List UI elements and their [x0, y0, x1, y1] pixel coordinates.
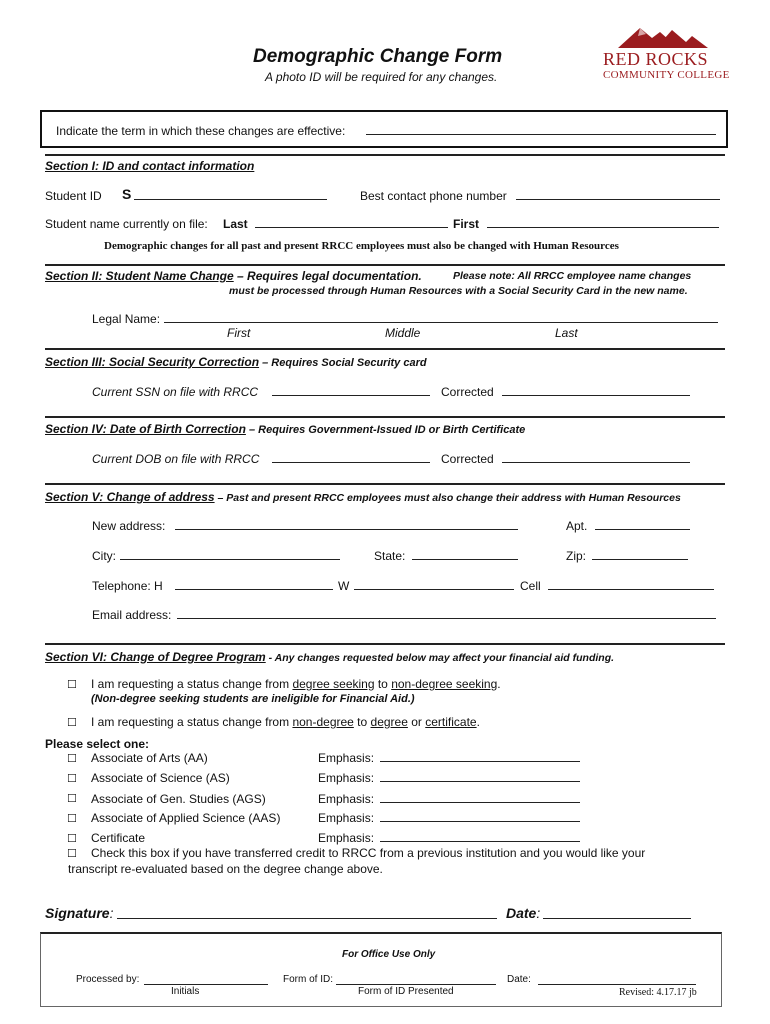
city-label: City: [92, 549, 116, 563]
divider [45, 416, 725, 418]
initials-caption: Initials [171, 986, 200, 997]
section-6-warning: - Any changes requested below may affect your financial aid funding. [265, 652, 615, 664]
corrected-ssn-input[interactable] [502, 385, 690, 399]
checkbox-icon[interactable]: ☐ [67, 792, 77, 805]
date-label: Date: [506, 905, 541, 921]
option-text: degree seeking [292, 677, 375, 691]
emphasis-label: Emphasis: [318, 831, 375, 845]
emphasis-input[interactable] [380, 792, 580, 806]
emphasis-input[interactable] [380, 811, 580, 825]
option-text: to [374, 677, 392, 691]
section-4-requirement: – Requires Government-Issued ID or Birth Certificate [245, 424, 526, 436]
divider [45, 264, 725, 266]
emphasis-input[interactable] [380, 831, 580, 845]
zip-label: Zip: [566, 549, 587, 563]
section-5-requirement: – Past and present RRCC employees must also change their address with Human Resources [214, 492, 681, 504]
student-id-label: Student ID [45, 189, 102, 203]
corrected-ssn-label: Corrected [441, 385, 494, 399]
legal-name-label: Legal Name: [92, 312, 161, 326]
signature-text: Signature [45, 905, 110, 921]
work-phone-label: W [338, 579, 350, 593]
form-of-id-caption: Form of ID Presented [358, 986, 454, 997]
divider [45, 154, 725, 156]
section-1-heading: Section I: ID and contact information [45, 159, 255, 173]
legal-name-input[interactable] [164, 312, 718, 326]
section-4-heading [45, 422, 525, 436]
logo-college: COMMUNITY COLLEGE [603, 69, 730, 81]
student-id-input[interactable] [134, 189, 327, 203]
checkbox-icon[interactable]: ☐ [67, 752, 77, 765]
date-input[interactable] [543, 908, 691, 922]
program-aas: Associate of Applied Science (AAS) [91, 811, 281, 825]
last-name-input[interactable] [255, 217, 448, 231]
revised-note: Revised: 4.17.17 jb [619, 987, 697, 998]
option-text: . [476, 715, 480, 729]
last-label: Last [223, 217, 248, 231]
corrected-dob-input[interactable] [502, 452, 690, 466]
first-label: First [453, 217, 480, 231]
section-2-note-2: must be processed through Human Resources with a Social Security Card in the new name. [229, 285, 688, 297]
current-ssn-label: Current SSN on file with RRCC [92, 385, 259, 399]
new-address-label: New address: [92, 519, 166, 533]
signature-label: Signature: [45, 905, 114, 921]
processed-by-label: Processed by: [76, 974, 140, 985]
checkbox-icon[interactable]: ☐ [67, 832, 77, 845]
page-subtitle: A photo ID will be required for any changes. [265, 70, 498, 84]
program-as: Associate of Science (AS) [91, 771, 230, 785]
section-2-title: Section II: Student Name Change [45, 269, 234, 283]
section-6-heading [45, 650, 614, 664]
program-aa: Associate of Arts (AA) [91, 751, 208, 765]
zip-input[interactable] [592, 549, 688, 563]
option-text: certificate [425, 715, 477, 729]
term-label: Indicate the term in which these changes are effective: [56, 124, 346, 138]
transfer-credit-text: Check this box if you have transferred credit to RRCC from a previous institution and you would like your [91, 846, 646, 860]
first-name-input[interactable] [487, 217, 719, 231]
option-text: non-degree seeking [391, 677, 498, 691]
transfer-credit-text-2: transcript re-evaluated based on the degree change above. [68, 862, 383, 876]
email-label: Email address: [92, 608, 172, 622]
cell-input[interactable] [548, 579, 714, 593]
processed-by-input[interactable] [144, 974, 268, 988]
section-2-requirement: – Requires legal documentation. [233, 269, 422, 283]
emphasis-input[interactable] [380, 751, 580, 765]
section-6-title: Section VI: Change of Degree Program [45, 650, 266, 664]
apt-label: Apt. [566, 519, 588, 533]
phone-input[interactable] [516, 189, 720, 203]
office-date-label: Date: [507, 974, 531, 985]
emphasis-label: Emphasis: [318, 811, 375, 825]
state-label: State: [374, 549, 406, 563]
option-text: or [407, 715, 426, 729]
corrected-dob-label: Corrected [441, 452, 494, 466]
current-ssn-input[interactable] [272, 385, 430, 399]
new-address-input[interactable] [175, 519, 518, 533]
checkbox-icon[interactable]: ☐ [67, 678, 77, 691]
option-text: I am requesting a status change from [91, 715, 293, 729]
email-input[interactable] [177, 608, 716, 622]
state-input[interactable] [412, 549, 518, 563]
section-2-note: Please note: All RRCC employee name changes [453, 270, 692, 282]
section-3-requirement: – Requires Social Security card [259, 357, 427, 369]
checkbox-icon[interactable]: ☐ [67, 772, 77, 785]
option-text: degree [370, 715, 408, 729]
option-text: I am requesting a status change from [91, 677, 293, 691]
section-3-title: Section III: Social Security Correction [45, 355, 260, 369]
select-one-label: Please select one: [45, 737, 150, 751]
home-phone-input[interactable] [175, 579, 333, 593]
term-input[interactable] [366, 124, 716, 138]
option-text: non-degree [292, 715, 354, 729]
employee-note: Demographic changes for all past and present RRCC employees must also be changed with Human Resources [104, 240, 619, 252]
checkbox-icon[interactable]: ☐ [67, 716, 77, 729]
divider [45, 348, 725, 350]
option-text: to [353, 715, 371, 729]
section-2-heading [45, 269, 422, 283]
checkbox-icon[interactable]: ☐ [67, 847, 77, 860]
section-4-title: Section IV: Date of Birth Correction [45, 422, 246, 436]
home-phone-label: Telephone: H [92, 579, 163, 593]
city-input[interactable] [120, 549, 340, 563]
signature-input[interactable] [117, 908, 497, 922]
option-degree-to-nondegree [91, 677, 501, 691]
date-text: Date [506, 905, 537, 921]
emphasis-label: Emphasis: [318, 751, 375, 765]
legal-middle-caption: Middle [385, 326, 421, 340]
emphasis-label: Emphasis: [318, 792, 375, 806]
section-5-heading [45, 490, 681, 504]
cell-label: Cell [520, 579, 541, 593]
program-ags: Associate of Gen. Studies (AGS) [91, 792, 266, 806]
option-nondegree-to-degree [91, 715, 480, 729]
logo-name: RED ROCKS [603, 49, 709, 69]
section-3-heading [45, 355, 427, 369]
office-use-title: For Office Use Only [342, 949, 436, 960]
apt-input[interactable] [595, 519, 690, 533]
mountain-logo-icon [600, 22, 720, 52]
current-dob-input[interactable] [272, 452, 430, 466]
logo [600, 22, 730, 82]
divider [45, 643, 725, 645]
section-5-title: Section V: Change of address [45, 490, 215, 504]
legal-last-caption: Last [555, 326, 578, 340]
emphasis-input[interactable] [380, 771, 580, 785]
divider [45, 483, 725, 485]
checkbox-icon[interactable]: ☐ [67, 812, 77, 825]
page-title: Demographic Change Form [253, 46, 503, 67]
program-certificate: Certificate [91, 831, 146, 845]
emphasis-label: Emphasis: [318, 771, 375, 785]
current-dob-label: Current DOB on file with RRCC [92, 452, 260, 466]
form-of-id-label: Form of ID: [283, 974, 334, 985]
legal-first-caption: First [227, 326, 251, 340]
name-on-file-label: Student name currently on file: [45, 217, 208, 231]
office-date-input[interactable] [538, 974, 696, 988]
option-text: . [497, 677, 501, 691]
phone-label: Best contact phone number [360, 189, 507, 203]
work-phone-input[interactable] [354, 579, 514, 593]
financial-aid-note: (Non-degree seeking students are ineligible for Financial Aid.) [91, 693, 415, 705]
student-id-prefix: S [122, 186, 132, 202]
